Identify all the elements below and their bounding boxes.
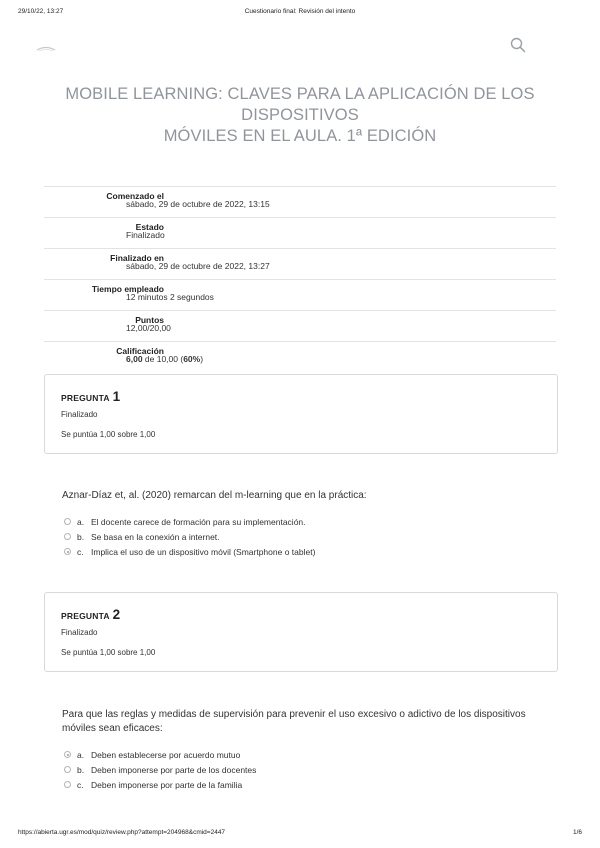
attempt-summary-table xyxy=(44,186,556,372)
print-title: Cuestionario final: Revisión del intento xyxy=(244,8,356,15)
q1-option-c-letter: c. xyxy=(77,547,84,557)
q2-option-b[interactable] xyxy=(64,765,534,780)
question-1-num: 1 xyxy=(112,389,121,404)
time-value: 12 minutos 2 segundos xyxy=(126,292,214,302)
question-2-grade: Se puntúa 1,00 sobre 1,00 xyxy=(61,648,156,657)
question-2-text xyxy=(62,708,532,736)
q1-option-b-radio[interactable] xyxy=(64,533,71,540)
q2-option-c-text: Deben imponerse por parte de la familia xyxy=(91,780,243,790)
q1-option-a-letter: a. xyxy=(77,517,85,527)
question-2-number xyxy=(61,607,120,622)
question-2-text-line-1: Para que las reglas y medidas de supervisión para prevenir el uso excesivo o adictivo de los dispositivos xyxy=(62,709,526,720)
q1-option-a-radio[interactable] xyxy=(64,518,71,525)
summary-row-state xyxy=(44,218,556,249)
print-header xyxy=(0,8,600,20)
points-value: 12,00/20,00 xyxy=(126,323,171,333)
question-2-num: 2 xyxy=(112,607,121,622)
q1-option-b[interactable] xyxy=(64,532,534,547)
q1-option-c[interactable] xyxy=(64,547,534,562)
state-label: Estado xyxy=(135,222,164,232)
q2-option-a-text: Deben establecerse por acuerdo mutuo xyxy=(91,750,241,760)
q1-option-b-letter: b. xyxy=(77,532,85,542)
course-title xyxy=(40,84,560,147)
q2-option-b-text: Deben imponerse por parte de los docentes xyxy=(91,765,257,775)
grade-percent: 60% xyxy=(183,354,201,364)
site-logo[interactable] xyxy=(36,40,56,50)
q2-option-b-radio[interactable] xyxy=(64,766,71,773)
q2-option-a-letter: a. xyxy=(77,750,85,760)
question-2-info xyxy=(44,592,558,672)
grade-end: ) xyxy=(200,354,204,364)
finished-value: sábado, 29 de octubre de 2022, 13:27 xyxy=(126,261,270,271)
question-1-grade: Se puntúa 1,00 sobre 1,00 xyxy=(61,430,156,439)
summary-row-time xyxy=(44,280,556,311)
question-1-answers xyxy=(64,517,534,562)
question-2-state: Finalizado xyxy=(61,628,98,637)
grade-value xyxy=(126,354,203,364)
question-2-label: PREGUNTA xyxy=(61,611,110,621)
summary-row-finished xyxy=(44,249,556,280)
search-icon[interactable] xyxy=(510,37,526,53)
course-title-line-2: MÓVILES EN EL AULA. 1ª EDICIÓN xyxy=(163,127,437,145)
q1-option-a-text: El docente carece de formación para su implementación. xyxy=(91,517,306,527)
q1-option-c-text: Implica el uso de un dispositivo móvil (Smartphone o tablet) xyxy=(91,547,316,557)
print-date: 29/10/22, 13:27 xyxy=(18,8,64,15)
q2-option-c-letter: c. xyxy=(77,780,84,790)
grade-mid: de 10,00 ( xyxy=(142,354,184,364)
grade-score: 6,00 xyxy=(126,354,143,364)
question-1-label: PREGUNTA xyxy=(61,393,110,403)
state-value: Finalizado xyxy=(126,230,165,240)
finished-label: Finalizado en xyxy=(110,253,164,263)
summary-row-started xyxy=(44,187,556,218)
question-1-number xyxy=(61,389,120,404)
summary-row-grade xyxy=(44,342,556,372)
q2-option-a[interactable] xyxy=(64,750,534,765)
q2-option-a-radio[interactable] xyxy=(64,751,71,758)
course-title-line-1: MOBILE LEARNING: CLAVES PARA LA APLICACIÓN DE LOS DISPOSITIVOS xyxy=(65,85,535,124)
question-2-text-line-2: móviles sean eficaces: xyxy=(62,723,163,734)
question-1-text: Aznar-Díaz et, al. (2020) remarcan del m-learning que en la práctica: xyxy=(62,490,367,501)
points-label: Puntos xyxy=(135,315,164,325)
print-page-number: 1/6 xyxy=(572,829,582,836)
q1-option-b-text: Se basa en la conexión a internet. xyxy=(91,532,220,542)
started-label: Comenzado el xyxy=(106,191,164,201)
print-url: https://abierta.ugr.es/mod/quiz/review.php?attempt=204968&cmid=2447 xyxy=(18,829,226,836)
q2-option-c[interactable] xyxy=(64,780,534,795)
print-footer xyxy=(0,829,600,841)
q2-option-c-radio[interactable] xyxy=(64,781,71,788)
q2-option-b-letter: b. xyxy=(77,765,85,775)
grade-label: Calificación xyxy=(116,346,164,356)
summary-row-points xyxy=(44,311,556,342)
q1-option-a[interactable] xyxy=(64,517,534,532)
started-value: sábado, 29 de octubre de 2022, 13:15 xyxy=(126,199,270,209)
question-2-answers xyxy=(64,750,534,795)
question-1-state: Finalizado xyxy=(61,410,98,419)
time-label: Tiempo empleado xyxy=(91,284,164,294)
question-1-info xyxy=(44,374,558,454)
q1-option-c-radio[interactable] xyxy=(64,548,71,555)
